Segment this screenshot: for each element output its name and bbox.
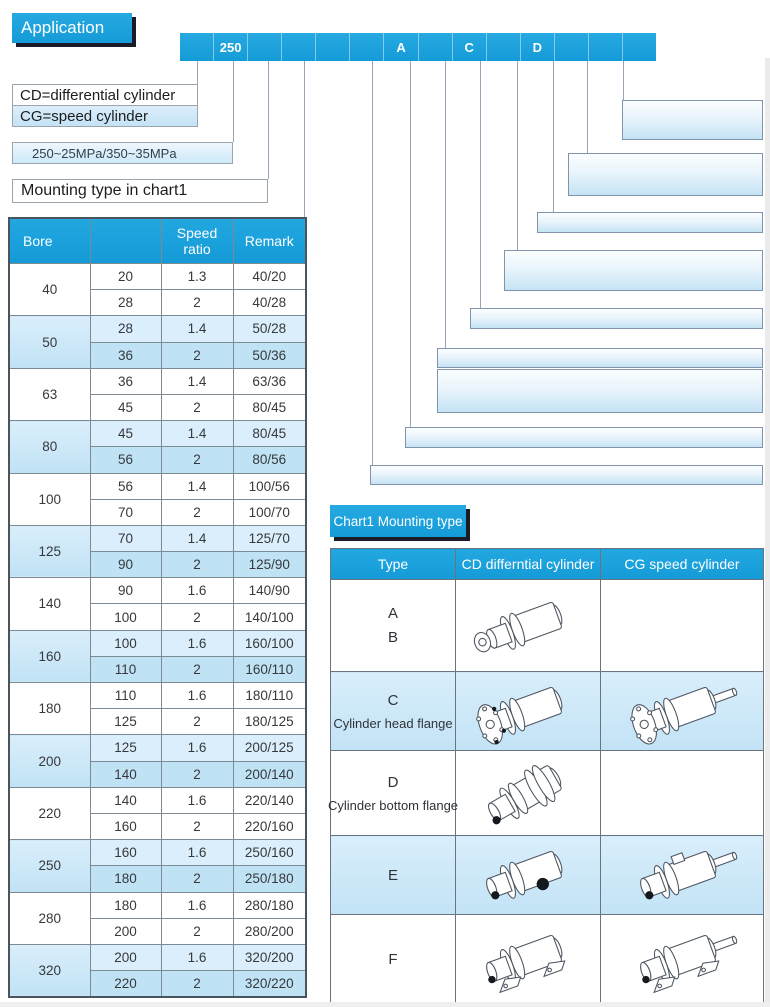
chart1-mounting-type-table [327,548,764,1004]
rod-value: 20 [90,264,161,290]
bore-table-header-row [9,218,306,264]
speed-ratio-value: 1.4 [161,473,233,499]
rod-value: 100 [90,604,161,630]
application-label: Application [21,18,105,37]
mounting-type-cell [331,836,456,915]
bore-table-row [9,683,306,709]
speed-ratio-value: 2 [161,342,233,368]
model-code-cell-9: C [453,33,487,61]
remark-value: 160/100 [233,630,306,656]
cg-label: CG=speed cylinder [20,107,148,125]
speed-ratio-value: 2 [161,290,233,316]
bore-value: 280 [9,892,90,944]
mounting-type-row-c [331,672,764,751]
speed-ratio-value: 2 [161,813,233,839]
foot-cylinder-icon [456,920,600,998]
bore-value: 160 [9,630,90,682]
chart1-table-body [327,580,764,1004]
rod-value: 70 [90,525,161,551]
empty-callout-box-5 [470,308,763,329]
remark-value: 100/56 [233,473,306,499]
leader-line-4 [304,61,305,217]
chart1-mounting-type-button [330,505,466,537]
mounting-type-labels [331,867,455,884]
model-code-bar [180,33,656,61]
bore-value: 125 [9,525,90,577]
speed-ratio-value: 2 [161,918,233,944]
cg-column-header: CG speed cylinder [601,549,764,580]
bore-table-row [9,368,306,394]
rod-value: 45 [90,421,161,447]
cd-image-cell [456,672,601,751]
mounting-type-row-a [331,580,764,672]
rod-column-header [90,218,161,264]
remark-value: 40/20 [233,264,306,290]
speed-ratio-value: 2 [161,447,233,473]
cd-image-cell [456,580,601,672]
rod-value: 70 [90,499,161,525]
rod-value: 180 [90,866,161,892]
cd-image-cell [456,751,601,836]
mounting-type-cell [327,751,459,836]
type-caption: Cylinder head flange [333,715,453,731]
speed-ratio-value: 1.4 [161,525,233,551]
speed-ratio-value: 1.4 [161,421,233,447]
leader-line-2 [233,61,234,142]
empty-callout-box-4 [504,250,763,291]
empty-callout-box-1 [622,100,763,140]
mounting-type-cell [331,915,456,1004]
bore-table-row [9,316,306,342]
remark-value: 160/110 [233,656,306,682]
bore-value: 50 [9,316,90,368]
rod-value: 180 [90,892,161,918]
rod-value: 160 [90,840,161,866]
callout-mounting-type [12,179,268,203]
rod-value: 160 [90,813,161,839]
remark-value: 250/180 [233,866,306,892]
scan-edge-bottom [0,1002,770,1007]
callout-cd-differential [12,84,198,106]
speed-ratio-value: 2 [161,499,233,525]
leader-line-12 [623,61,624,100]
leader-line-3 [268,61,269,179]
rod-value: 125 [90,735,161,761]
bore-value: 40 [9,264,90,316]
bore-value: 320 [9,944,90,996]
empty-callout-box-7 [437,369,763,413]
type-letter: D [387,773,399,791]
bore-value: 200 [9,735,90,787]
bore-table-row [9,421,306,447]
callout-cg-speed [12,105,198,127]
remark-value: 40/28 [233,290,306,316]
empty-callout-box-2 [568,153,763,196]
bore-value: 140 [9,578,90,630]
remark-value: 125/70 [233,525,306,551]
cg-image-cell [601,751,764,836]
rod-value: 56 [90,447,161,473]
remark-value: 180/125 [233,709,306,735]
bottom-flange-cylinder-icon [456,754,600,832]
speed-ratio-value: 1.6 [161,892,233,918]
rod-value: 36 [90,342,161,368]
rod-value: 200 [90,944,161,970]
head-flange-cylinder-icon [456,672,600,750]
mounting-type-labels [331,692,455,731]
remark-column-header: Remark [233,218,306,264]
model-code-cell-8 [419,33,453,61]
chart1-label: Chart1 Mounting type [333,513,463,529]
bore-table-row [9,525,306,551]
bore-table-row [9,735,306,761]
speed-ratio-value: 1.6 [161,944,233,970]
bore-table-row [9,264,306,290]
leader-line-10 [553,61,554,212]
remark-value: 140/90 [233,578,306,604]
remark-value: 250/160 [233,840,306,866]
rod-value: 36 [90,368,161,394]
bore-value: 80 [9,421,90,473]
type-column-header: Type [331,549,456,580]
type-letter: A [387,605,398,622]
bore-table-row [9,630,306,656]
rod-value: 125 [90,709,161,735]
empty-callout-box-6 [437,348,763,368]
cd-image-cell [456,915,601,1004]
cg-image-cell [601,836,764,915]
remark-value: 80/45 [233,421,306,447]
rod-value: 140 [90,761,161,787]
mounting-type-row-d [331,751,764,836]
cd-label: CD=differential cylinder [20,87,176,104]
bore-value: 250 [9,840,90,892]
bore-value: 220 [9,787,90,839]
remark-value: 125/90 [233,552,306,578]
speed-ratio-value: 1.4 [161,368,233,394]
trunnion-cylinder-icon [456,836,600,914]
speed-ratio-value: 1.6 [161,840,233,866]
model-code-cell-14 [623,33,656,61]
speed-ratio-value: 1.6 [161,578,233,604]
model-code-cell-4 [282,33,316,61]
rod-value: 90 [90,578,161,604]
model-code-cell-2: 250 [214,33,248,61]
cd-column-header: CD differntial cylinder [456,549,601,580]
rod-value: 90 [90,552,161,578]
empty-callout-box-8 [405,427,763,448]
trunnion-speed-cylinder-icon [601,836,763,914]
speed-ratio-value: 1.6 [161,787,233,813]
model-code-cell-7: A [384,33,418,61]
bore-table-row [9,787,306,813]
bore-column-header: Bore [9,218,90,264]
callout-pressure-rating [12,142,233,164]
head-flange-speed-cylinder-icon [601,672,763,750]
remark-value: 100/70 [233,499,306,525]
rod-value: 110 [90,683,161,709]
bore-table-row [9,473,306,499]
remark-value: 320/220 [233,971,306,997]
foot-speed-cylinder-icon [601,920,763,998]
remark-value: 80/45 [233,394,306,420]
bore-value: 180 [9,683,90,735]
remark-value: 50/36 [233,342,306,368]
speed-ratio-value: 1.3 [161,264,233,290]
bore-table-row [9,578,306,604]
bore-table-row [9,892,306,918]
speed-ratio-column-header: Speed ratio [161,218,233,264]
model-code-cell-13 [589,33,623,61]
leader-line-6 [410,61,411,427]
type-letter: E [387,866,398,884]
empty-callout-box-9 [370,465,763,485]
speed-ratio-value: 2 [161,552,233,578]
rod-value: 28 [90,316,161,342]
mounting-label: Mounting type in chart1 [21,182,188,199]
speed-ratio-value: 1.6 [161,630,233,656]
leader-line-7 [445,61,446,348]
speed-ratio-value: 1.4 [161,316,233,342]
bore-value: 63 [9,368,90,420]
model-code-cell-5 [316,33,350,61]
cg-image-cell [601,672,764,751]
cg-image-cell [601,580,764,672]
bore-table-row [9,840,306,866]
leader-line-5 [372,61,373,465]
rod-value: 28 [90,290,161,316]
remark-value: 180/110 [233,683,306,709]
clevis-cylinder-icon [456,587,600,665]
pressure-label: 250~25MPa/350~35MPa [32,145,177,161]
mounting-type-cell [331,672,456,751]
type-letter: C [387,691,399,709]
chart1-header-row [331,549,764,580]
remark-value: 220/140 [233,787,306,813]
type-letter: F [388,950,398,968]
rod-value: 140 [90,787,161,813]
remark-value: 63/36 [233,368,306,394]
type-letter: B [387,629,398,646]
bore-table-body [9,264,306,997]
remark-value: 200/125 [233,735,306,761]
speed-ratio-value: 2 [161,709,233,735]
mounting-type-row-e [331,836,764,915]
cg-image-cell [601,915,764,1004]
empty-callout-box-3 [537,212,763,233]
mounting-type-labels [331,951,455,968]
model-code-cell-6 [350,33,384,61]
bore-table-row [9,944,306,970]
rod-value: 110 [90,656,161,682]
leader-line-8 [480,61,481,308]
model-code-cell-11: D [521,33,555,61]
speed-ratio-value: 2 [161,866,233,892]
speed-ratio-value: 2 [161,656,233,682]
rod-value: 100 [90,630,161,656]
mounting-type-labels [331,605,455,646]
remark-value: 280/200 [233,918,306,944]
rod-value: 220 [90,971,161,997]
model-code-cell-3 [248,33,282,61]
mounting-type-labels [327,773,459,813]
application-button [12,13,132,43]
speed-ratio-value: 1.6 [161,735,233,761]
bore-value: 100 [9,473,90,525]
rod-value: 45 [90,394,161,420]
model-code-cell-1 [180,33,214,61]
speed-ratio-value: 2 [161,604,233,630]
leader-line-9 [517,61,518,250]
type-caption: Cylinder bottom flange [327,797,459,813]
remark-value: 200/140 [233,761,306,787]
model-code-cell-10 [487,33,521,61]
rod-value: 56 [90,473,161,499]
leader-line-1 [197,61,198,84]
scan-edge-right [765,58,770,1007]
remark-value: 50/28 [233,316,306,342]
mounting-type-cell [331,580,456,672]
speed-ratio-value: 2 [161,971,233,997]
bore-speed-ratio-table [8,217,307,998]
speed-ratio-value: 1.6 [161,683,233,709]
model-code-cell-12 [555,33,589,61]
leader-line-11 [587,61,588,153]
remark-value: 140/100 [233,604,306,630]
remark-value: 320/200 [233,944,306,970]
mounting-type-row-f [331,915,764,1004]
speed-ratio-value: 2 [161,761,233,787]
remark-value: 80/56 [233,447,306,473]
remark-value: 280/180 [233,892,306,918]
cd-image-cell [456,836,601,915]
speed-ratio-value: 2 [161,394,233,420]
remark-value: 220/160 [233,813,306,839]
rod-value: 200 [90,918,161,944]
